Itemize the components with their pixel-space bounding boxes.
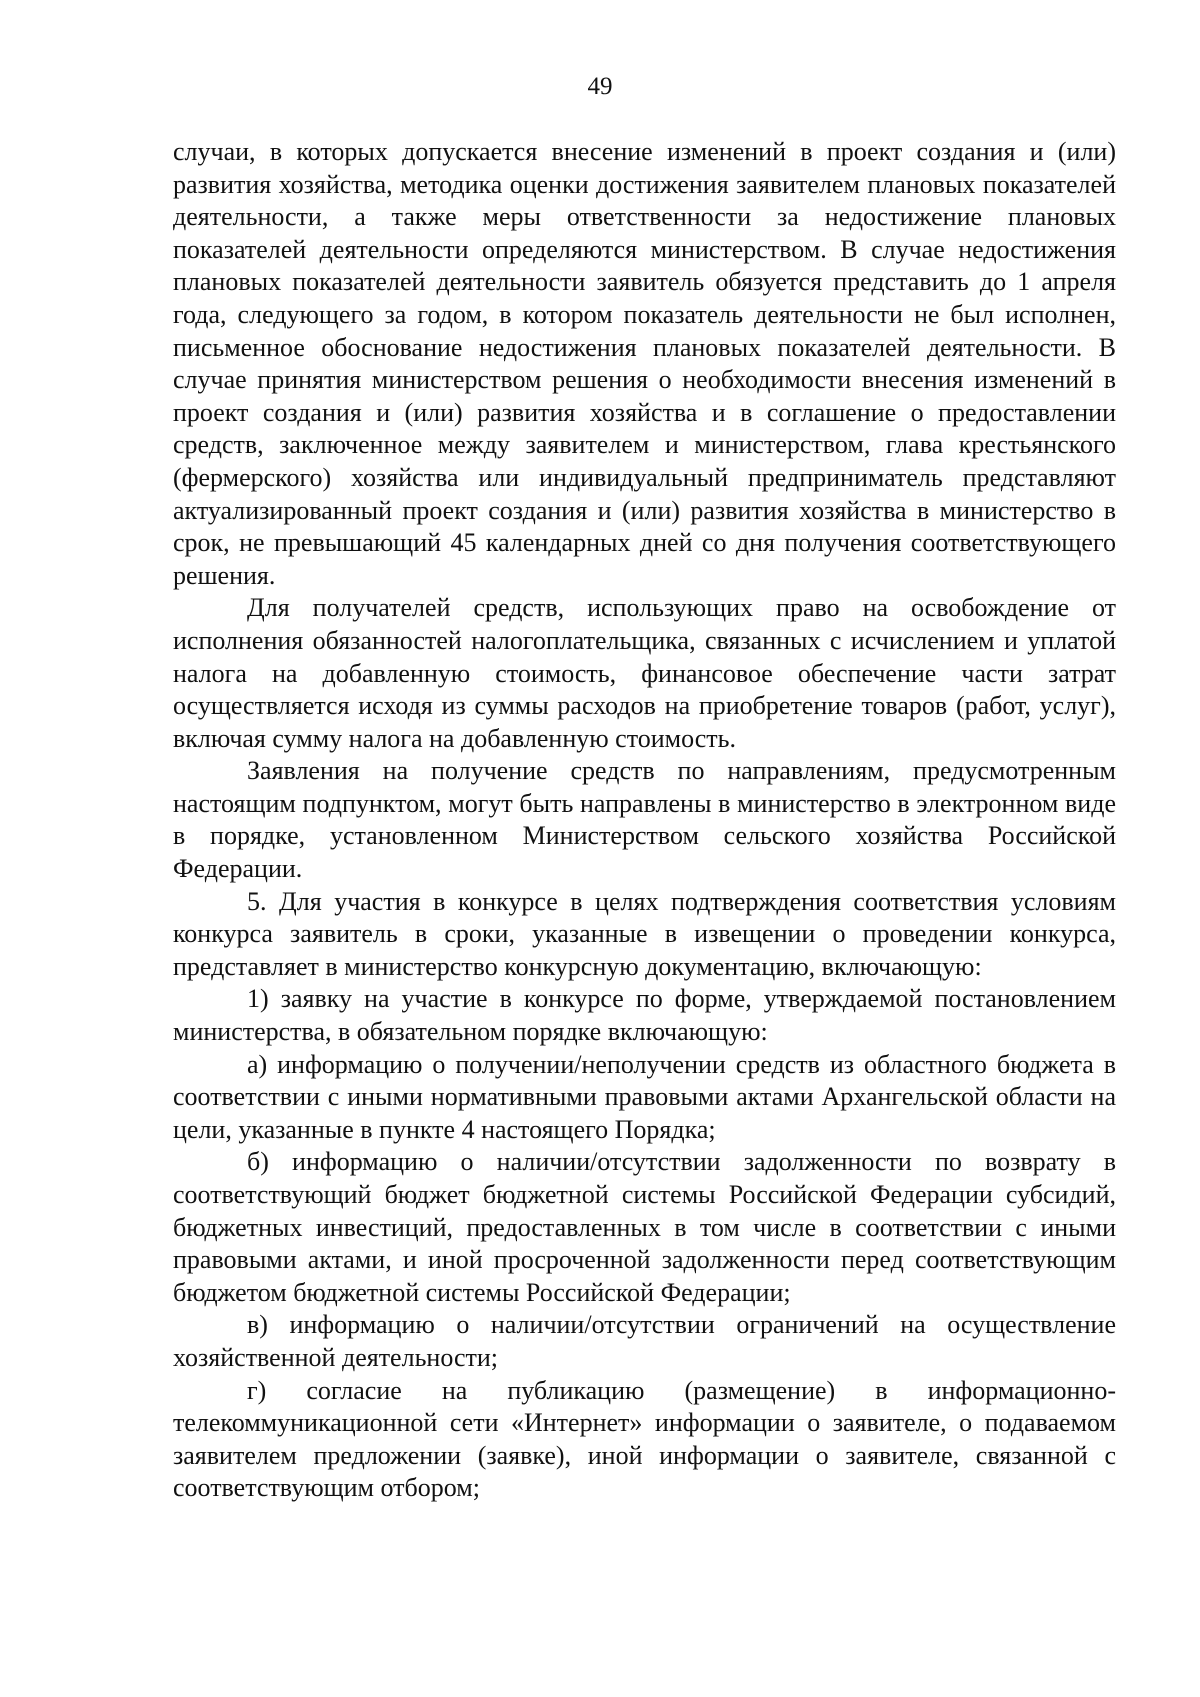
page-number: 49	[587, 73, 613, 100]
paragraph-subitem-1: 1) заявку на участие в конкурсе по форме, утверждаемой постановлением министерства, в обязательном порядке включающую:	[173, 984, 1116, 1047]
paragraph-subitem-v: в) информацию о наличии/отсутствии ограничений на осуществление хозяйственной деятельности;	[173, 1310, 1116, 1372]
document-body	[173, 136, 1116, 1505]
paragraph-vat-exemption: Для получателей средств, использующих право на освобождение от исполнения обязанностей налогоплательщика, связанных с исчислением и уплатой налога на добавленную стоимость, финансовое обеспечение части затрат осуществляется исходя из суммы расходов на приобретение товаров (работ, услуг), включая сумму налога на добавленную стоимость.	[173, 593, 1116, 753]
paragraph-subitem-b: б) информацию о наличии/отсутствии задолженности по возврату в соответствующий бюджет бюджетной системы Российской Федерации субсидий, бюджетных инвестиций, предоставленных в том числе в соответствии с иными правовыми актами, и иной просроченной задолженности перед соответствующим бюджетом бюджетной системы Российской Федерации;	[173, 1147, 1116, 1307]
paragraph-item-5: 5. Для участия в конкурсе в целях подтверждения соответствия условиям конкурса заявитель в сроки, указанные в извещении о проведении конкурса, представляет в министерство конкурсную документацию, включающую:	[173, 886, 1116, 981]
paragraph-electronic-submission: Заявления на получение средств по направлениям, предусмотренным настоящим подпунктом, могут быть направлены в министерство в электронном виде в порядке, установленном Министерством сельского хозяйства Российской Федерации.	[173, 756, 1116, 884]
paragraph-continuation: случаи, в которых допускается внесение изменений в проект создания и (или) развития хозяйства, методика оценки достижения заявителем плановых показателей деятельности, а также меры ответственности за недостижение плановых показателей деятельности определяются министерством. В случае недостижения плановых показателей деятельности заявитель обязуется представить до 1 апреля года, следующего за годом, в котором показатель деятельности не был исполнен, письменное обоснование недостижения плановых показателей деятельности. В случае принятия министерством решения о необходимости внесения изменений в проект создания и (или) развития хозяйства и в соглашение о предоставлении средств, заключенное между заявителем и министерством, глава крестьянского (фермерского) хозяйства или индивидуальный предприниматель представляют актуализированный проект создания и (или) развития хозяйства в министерство в срок, не превышающий 45 календарных дней со дня получения соответствующего решения.	[173, 137, 1116, 590]
paragraph-subitem-g: г) согласие на публикацию (размещение) в информационно-телекоммуникационной сети «Интернет» информации о заявителе, о подаваемом заявителем предложении (заявке), иной информации о заявителе, связанной с соответствующим отбором;	[173, 1375, 1116, 1503]
paragraph-subitem-a: а) информацию о получении/неполучении средств из областного бюджета в соответствии с иными нормативными правовыми актами Архангельской области на цели, указанные в пункте 4 настоящего Порядка;	[173, 1049, 1116, 1144]
